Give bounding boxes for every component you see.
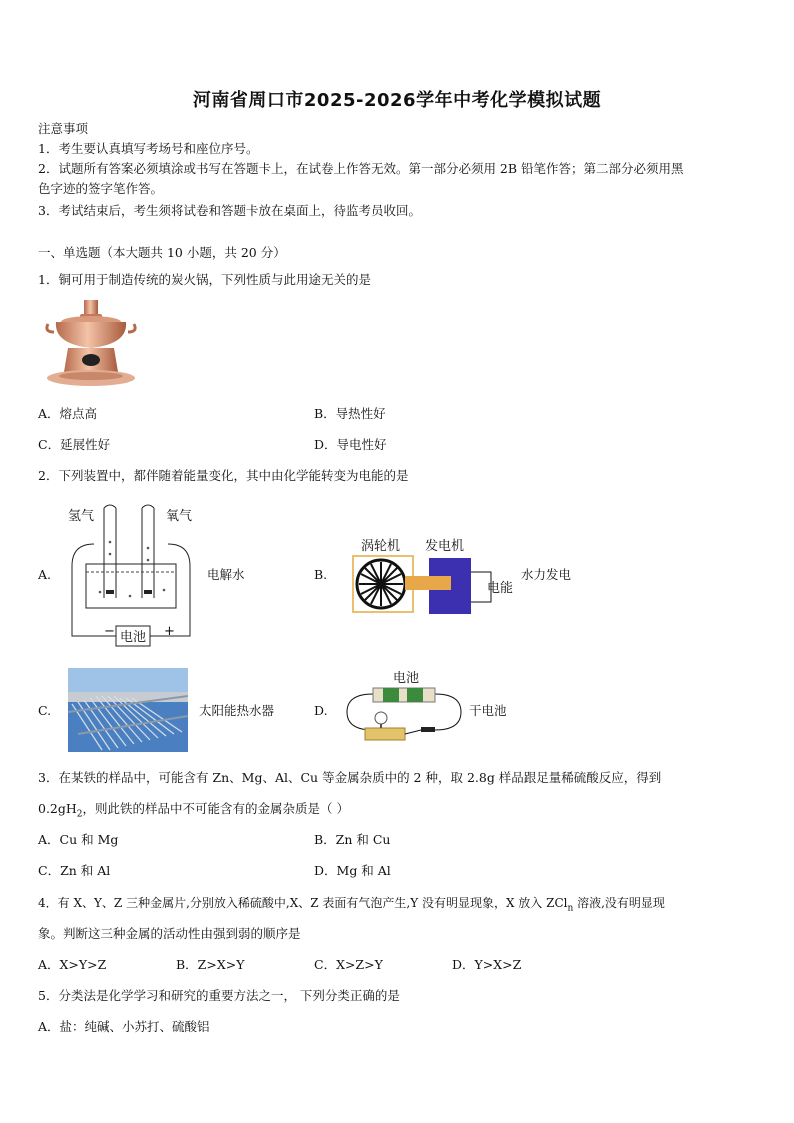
question-5-stem: 5．分类法是化学学习和研究的重要方法之一， 下列分类正确的是 [38,988,400,1003]
q4-option-a: A．X>Y>Z [38,957,107,972]
question-3-stem-line2: $0.2gH_2$，则此铁的样品中不可能含有的金属杂质是（ ） [38,801,350,820]
turbine-label: 涡轮机 [361,539,401,554]
hydrogen-label: 氢气 [68,509,95,524]
generator-label: 发电机 [425,539,465,554]
q4-option-b: B．Z>X>Y [176,957,245,972]
q2-option-a-letter: A. [38,567,52,582]
q3-option-b: B．Zn 和 Cu [314,832,391,847]
q1-option-a: A．熔点高 [38,406,98,421]
oxygen-label: 氧气 [166,509,193,524]
notice-item: 2．试题所有答案必须填涂或书写在答题卡上，在试卷上作答无效。第一部分必须用 2B 铅笔作答；第二部分必须用黑 [38,161,684,176]
q4-option-c: C．X>Z>Y [314,957,383,972]
q1-option-c: C．延展性好 [38,437,111,452]
notice-item: 1．考生要认真填写考场号和座位序号。 [38,141,259,156]
q5-option-a: A．盐：纯碱、小苏打、硫酸铝 [38,1019,210,1034]
solar-heater-photo [68,668,188,752]
dry-cell-circuit-diagram [343,668,465,748]
q1-option-d: D．导电性好 [314,437,387,452]
q2-option-d-caption: 干电池 [469,703,507,718]
q3-option-a: A．Cu 和 Mg [38,832,119,847]
q2-option-a-caption: 电解水 [207,567,245,582]
hydropower-diagram [345,532,520,622]
q2-option-c-caption: 太阳能热水器 [199,703,275,718]
section-heading: 一、单选题（本大题共 10 小题，共 20 分） [38,245,286,260]
notice-item: 色字迹的签字笔作答。 [38,181,164,196]
q3-option-c: C．Zn 和 Al [38,863,111,878]
notice-item: 3．考试结束后，考生须将试卷和答题卡放在桌面上，待监考员收回。 [38,203,421,218]
electric-energy-label: 电能 [487,581,514,596]
battery-label: 电池 [120,630,147,645]
q1-option-b: B．导热性好 [314,406,386,421]
q2-option-c-letter: C. [38,703,52,718]
question-3-stem-line1: 3．在某铁的样品中，可能含有 Zn、Mg、Al、Cu 等金属杂质中的 2 种，取 2.8g 样品跟足量稀硫酸反应，得到 [38,770,662,785]
notice-heading: 注意事项 [38,121,89,136]
minus-sign: − [104,624,115,639]
battery-label: 电池 [393,671,420,686]
page-title: 河南省周口市2025-2026学年中考化学模拟试题 [192,90,602,111]
question-1-stem: 1．铜可用于制造传统的炭火锅，下列性质与此用途无关的是 [38,272,371,287]
question-2-stem: 2．下列装置中，都伴随着能量变化，其中由化学能转变为电能的是 [38,468,409,483]
plus-sign: + [164,624,175,639]
q2-option-b-caption: 水力发电 [521,567,572,582]
q2-option-d-letter: D. [314,703,328,718]
q2-option-b-letter: B. [314,567,328,582]
hot-pot-image [44,298,144,390]
electrolysis-diagram [60,502,200,652]
q4-option-d: D．Y>X>Z [452,957,522,972]
q3-option-d: D．Mg 和 Al [314,863,391,878]
question-4-stem-line2: 象。判断这三种金属的活动性由强到弱的顺序是 [38,926,301,941]
question-4-stem-line1: 4．有 X、Y、Z 三种金属片,分别放入稀硫酸中,X、Z 表面有气泡产生,Y 没有明显现象，X 放入 ZCl$_n$ 溶液,没有明显现 [38,896,665,914]
